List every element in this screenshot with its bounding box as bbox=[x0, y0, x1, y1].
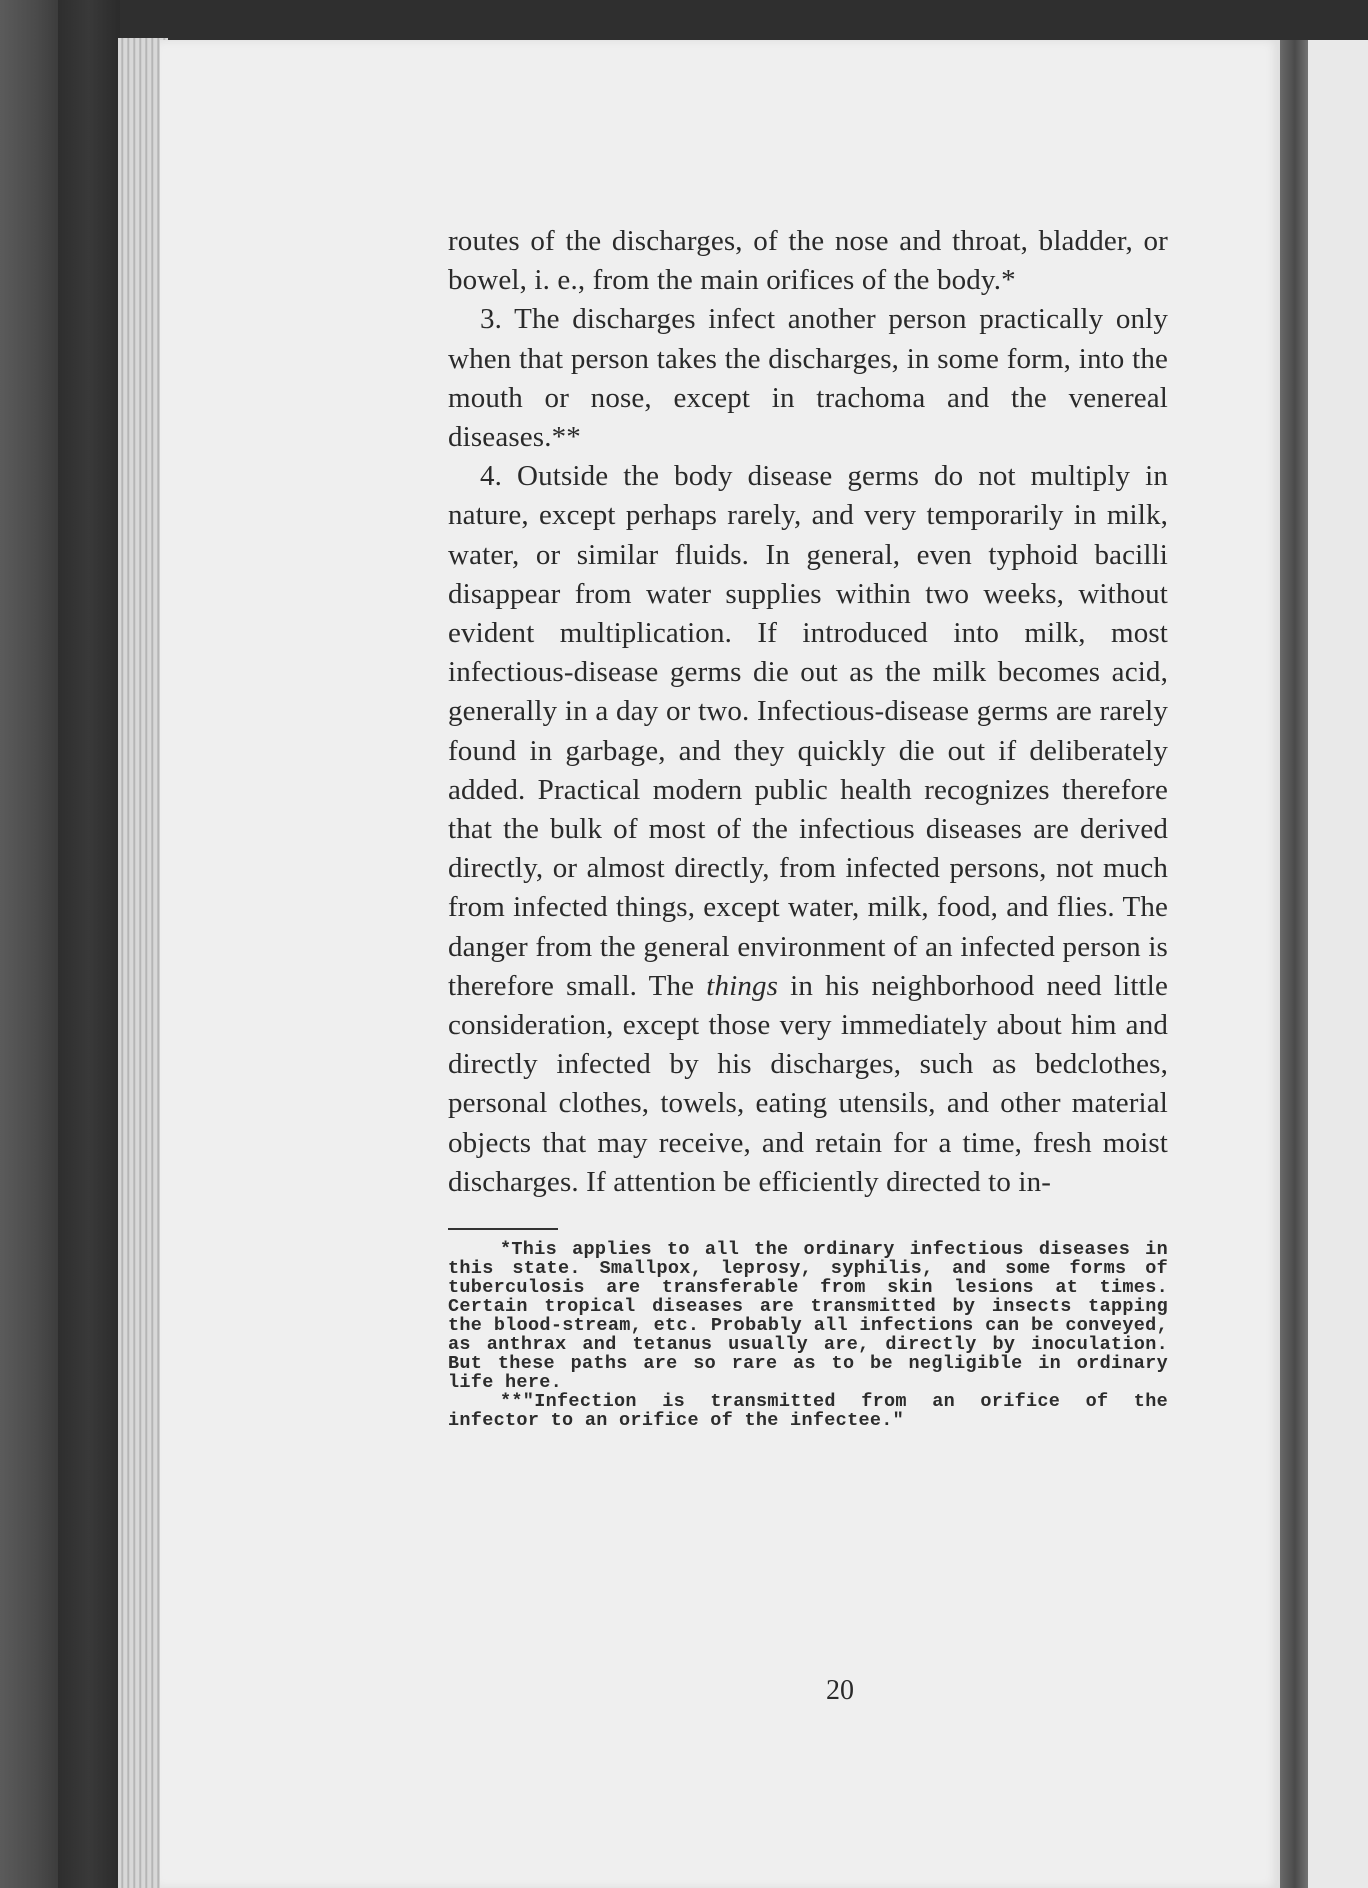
facing-page-edge bbox=[1308, 40, 1368, 1888]
scan-top-edge bbox=[0, 0, 1368, 40]
emphasis-things: things bbox=[706, 969, 779, 1002]
paragraph-point-4 bbox=[448, 457, 1168, 1202]
paragraph-point-4-tail: in his neighborhood need little consideration, except those very immediately about him and directly infected by his discharges, such as bedclothes, personal clothes, towels, eating utensils, and other material objects that may receive, and retain for a time, fresh moist discharges. If attention be efficiently directed to in- bbox=[448, 969, 1168, 1198]
footnote-divider bbox=[448, 1228, 558, 1230]
paragraph-continued: routes of the discharges, of the nose and throat, bladder, or bowel, i. e., from the main orifices of the body.* bbox=[448, 225, 1168, 297]
footnote-double-asterisk: **"Infection is transmitted from an orifice of the infector to an orifice of the infectee." bbox=[448, 1391, 1168, 1432]
book-binding bbox=[58, 0, 120, 1888]
page-gutter bbox=[1280, 40, 1310, 1888]
paragraph-point-3: 3. The discharges infect another person practically only when that person takes the discharges, in some form, into the mouth or nose, except in trachoma and the venereal diseases.** bbox=[448, 303, 1168, 454]
footnote-single-asterisk: *This applies to all the ordinary infectious diseases in this state. Smallpox, leprosy, syphilis, and some forms of tuberculosis are transferable from skin lesions at times. Certain tropical diseases are transmitted by insects tapping the blood-stream, etc. Probably all infections can be conveyed, as anthrax and tetanus usually are, directly by inoculation. But these paths are so rare as to be negligible in ordinary life here. bbox=[448, 1239, 1168, 1394]
paragraph-point-4-text: 4. Outside the body disease germs do not multiply in nature, except perhaps rarely, and very temporarily in milk, water, or similar fluids. In general, even typhoid bacilli disappear from water supplies within two weeks, without evident multiplication. If introduced into milk, most infectious-disease germs die out as the milk becomes acid, generally in a day or two. Infectious-disease germs are rarely found in garbage, and they quickly die out if deliberately added. Practical modern public health recognizes therefore that the bulk of most of the infectious diseases are derived directly, or almost directly, from infected persons, not much from infected things, except water, milk, food, and flies. The danger from the general environment of an infected person is therefore small. The bbox=[448, 460, 1168, 1002]
page-content bbox=[448, 222, 1168, 1430]
scan-left-edge bbox=[0, 0, 62, 1888]
page-number: 20 bbox=[826, 1675, 854, 1706]
footnotes bbox=[448, 1240, 1168, 1430]
body-text bbox=[448, 222, 1168, 1202]
